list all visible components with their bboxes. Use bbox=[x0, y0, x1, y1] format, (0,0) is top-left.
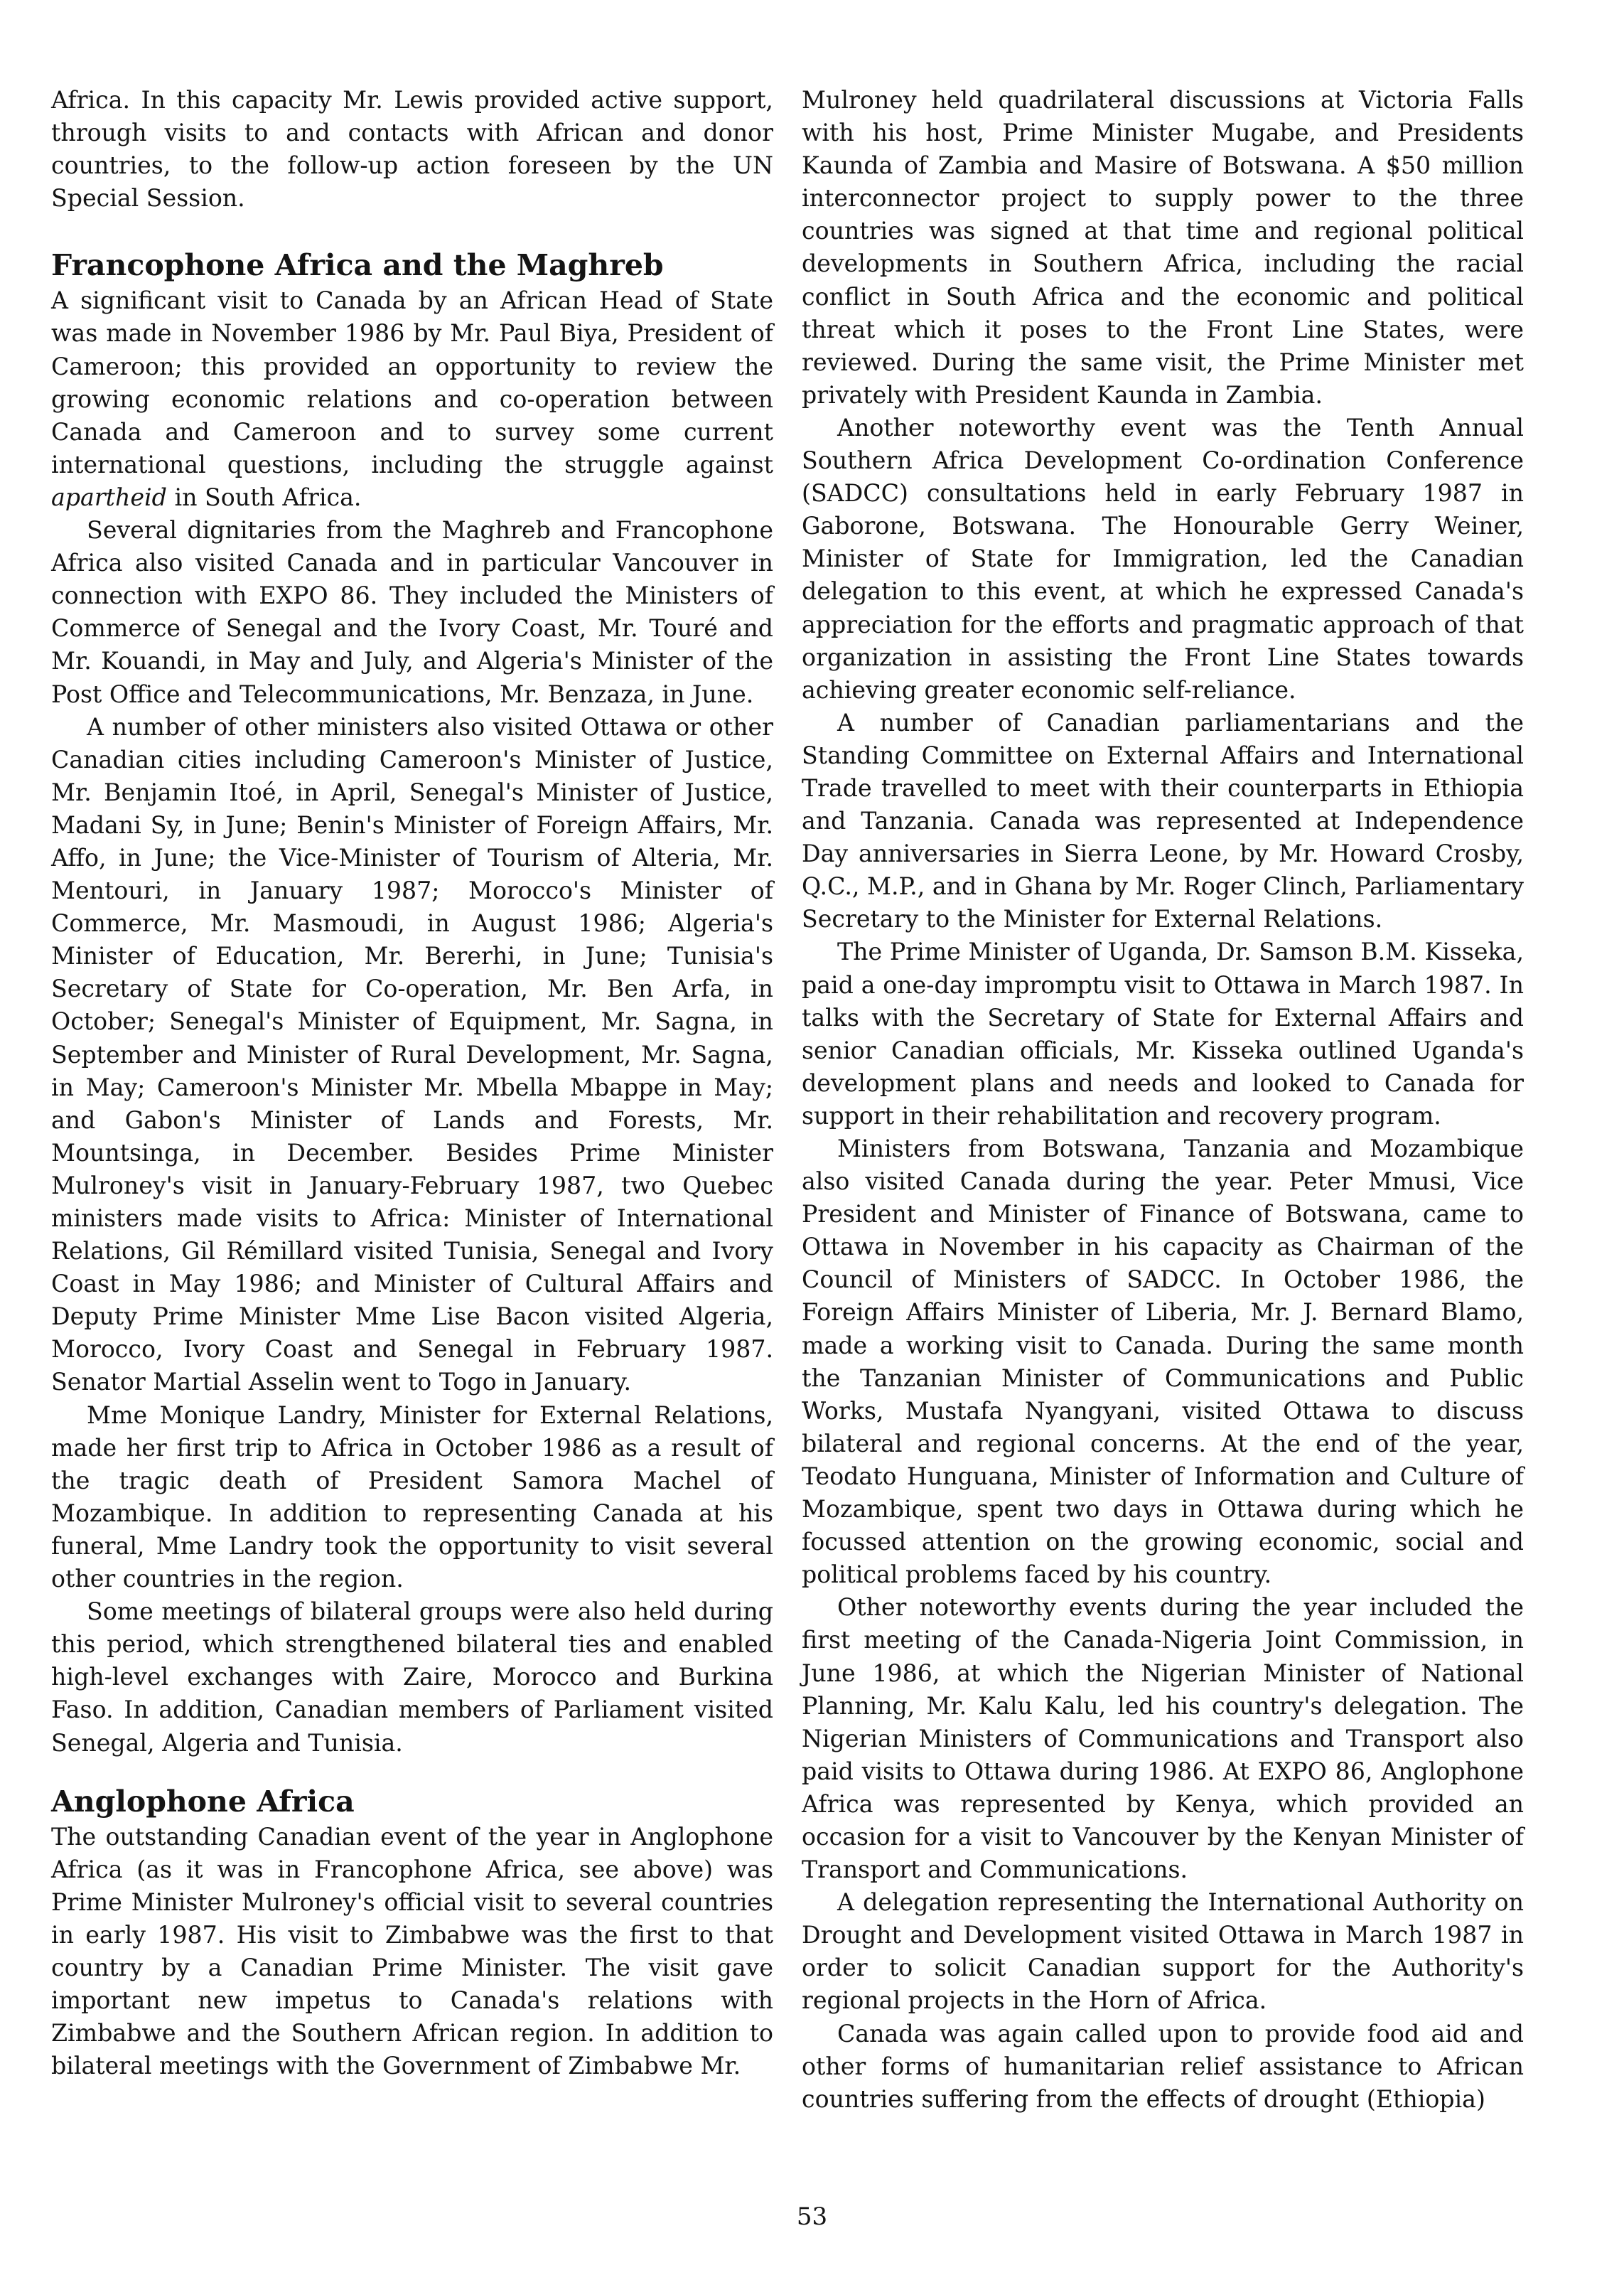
paragraph-drought-authority: A delegation representing the International Authority on Drought and Development visited Ottawa in March 1987 in order to solicit Canadian support for the Authority's regional projects in the Horn of Africa. bbox=[802, 1888, 1524, 2015]
paragraph-uganda-visit: The Prime Minister of Uganda, Dr. Samson B.M. Kisseka, paid a one-day impromptu visit to Ottawa in March 1987. In talks with the Secretary of State for External Affairs and senior Canadian officials, Mr. Kisseka outlined Uganda's development plans and needs and looked to Canada for support in their rehabilitation and recovery program. bbox=[802, 938, 1524, 1130]
paragraph-landry-trip: Mme Monique Landry, Minister for External Relations, made her first trip to Africa in October 1986 as a result of the tragic death of President Samora Machel of Mozambique. In addition to representing Canada at his funeral, Mme Landry took the opportunity to visit several other countries in the region. bbox=[51, 1401, 773, 1593]
paragraph-mulroney-visit: The outstanding Canadian event of the year in Anglophone Africa (as it was in Francophone Africa, see above) was Prime Minister Mulroney's official visit to several countries in early 1987. His visit to Zimbabwe was the first to that country by a Canadian Prime Minister. The visit gave important new impetus to Canada's relations with Zimbabwe and the Southern African region. In addition to bilateral meetings with the Government of Zimbabwe Mr. bbox=[51, 1822, 773, 2080]
italic-term-apartheid: apartheid bbox=[51, 483, 167, 511]
paragraph-bilateral-groups: Some meetings of bilateral groups were also held during this period, which strengthened bilateral ties and enabled high-level exchanges with Zaire, Morocco and Burkina Faso. In addition, Canadian members of Parliament visited Senegal, Algeria and Tunisia. bbox=[51, 1597, 773, 1757]
paragraph-expo-dignitaries: Several dignitaries from the Maghreb and Francophone Africa also visited Canada and in particular Vancouver in connection with EXPO 86. They included the Ministers of Commerce of Senegal and the Ivory Coast, Mr. Touré and Mr. Kouandi, in May and July, and Algeria's Minister of the Post Office and Telecommunications, Mr. Benzaza, in June. bbox=[51, 516, 773, 708]
paragraph-parliamentarians: A number of Canadian parliamentarians and the Standing Committee on External Affairs and International Trade travelled to meet with their counterparts in Ethiopia and Tanzania. Canada was represented at Independence Day anniversaries in Sierra Leone, by Mr. Howard Crosby, Q.C., M.P., and in Ghana by Mr. Roger Clinch, Parliamentary Secretary to the Minister for External Relations. bbox=[802, 708, 1524, 933]
paragraph-victoria-falls: Mulroney held quadrilateral discussions at Victoria Falls with his host, Prime Minister Mugabe, and Presidents Kaunda of Zambia and Masire of Botswana. A $50 million interconnector project to supply power to the three countries was signed at that time and regional political developments in Southern Africa, including the racial conflict in South Africa and the economic and political threat which it poses to the Front Line States, were reviewed. During the same visit, the Prime Minister met privately with President Kaunda in Zambia. bbox=[802, 86, 1524, 409]
paragraph-biya-visit-text: A significant visit to Canada by an African Head of State was made in November 1986 by Mr. Paul Biya, President of Cameroon; this provided an opportunity to review the growing economic relations and co-operation between Canada and Cameroon and to survey some current international questions, including the struggle against bbox=[51, 287, 773, 478]
paragraph-biya-visit bbox=[51, 284, 773, 514]
left-column bbox=[51, 84, 773, 2082]
paragraph-sadcc-conference: Another noteworthy event was the Tenth Annual Southern Africa Development Co-ordination Conference (SADCC) consultations held in early February 1987 in Gaborone, Botswana. The Honourable Gerry Weiner, Minister of State for Immigration, led the Canadian delegation to this event, at which he expressed Canada's appreciation for the efforts and pragmatic approach of that organization in assisting the Front Line States towards achieving greater economic self-reliance. bbox=[802, 413, 1524, 704]
right-column bbox=[802, 84, 1524, 2116]
paragraph-food-aid: Canada was again called upon to provide food aid and other forms of humanitarian relief assistance to African countries suffering from the effects of drought (Ethiopia) bbox=[802, 2019, 1524, 2113]
paragraph-ministers-visits: Ministers from Botswana, Tanzania and Mozambique also visited Canada during the year. Peter Mmusi, Vice President and Minister of Finance of Botswana, came to Ottawa in November in his capacity as Chairman of the Council of Ministers of SADCC. In October 1986, the Foreign Affairs Minister of Liberia, Mr. J. Bernard Blamo, made a working visit to Canada. During the same month the Tanzanian Minister of Communications and Public Works, Mustafa Nyangyani, visited Ottawa to discuss bilateral and regional concerns. At the end of the year, Teodato Hunguana, Minister of Information and Culture of Mozambique, spent two days in Ottawa during which he focussed attention on the growing economic, social and political problems faced by his country. bbox=[802, 1135, 1524, 1589]
paragraph-nigeria-commission: Other noteworthy events during the year included the first meeting of the Canada-Nigeria Joint Commission, in June 1986, at which the Nigerian Minister of National Planning, Mr. Kalu Kalu, led his country's delegation. The Nigerian Ministers of Communications and Transport also paid visits to Ottawa during 1986. At EXPO 86, Anglophone Africa was represented by Kenya, which provided an occasion for a visit to Vancouver by the Kenyan Minister of Transport and Communications. bbox=[802, 1593, 1524, 1884]
paragraph-other-ministers: A number of other ministers also visited Ottawa or other Canadian cities including Cameroon's Minister of Justice, Mr. Benjamin Itoé, in April, Senegal's Minister of Justice, Madani Sy, in June; Benin's Minister of Foreign Affairs, Mr. Affo, in June; the Vice-Minister of Tourism of Alteria, Mr. Mentouri, in January 1987; Morocco's Minister of Commerce, Mr. Masmoudi, in August 1986; Algeria's Minister of Education, Mr. Bererhi, in June; Tunisia's Secretary of State for Co-operation, Mr. Ben Arfa, in October; Senegal's Minister of Equipment, Mr. Sagna, in September and Minister of Rural Development, Mr. Sagna, in May; Cameroon's Minister Mr. Mbella Mbappe in May; and Gabon's Minister of Lands and Forests, Mr. Mountsinga, in December. Besides Prime Minister Mulroney's visit in January-February 1987, two Quebec ministers made visits to Africa: Minister of International Relations, Gil Rémillard visited Tunisia, Senegal and Ivory Coast in May 1986; and Minister of Cultural Affairs and Deputy Prime Minister Mme Lise Bacon visited Algeria, Morocco, Ivory Coast and Senegal in February 1987. Senator Martial Asselin went to Togo in January. bbox=[51, 712, 773, 1396]
section-heading-anglophone-africa: Anglophone Africa bbox=[51, 1784, 355, 1819]
section-heading-francophone-africa: Francophone Africa and the Maghreb bbox=[51, 248, 664, 283]
page-number: 53 bbox=[796, 2202, 828, 2231]
paragraph-biya-visit-end: in South Africa. bbox=[166, 483, 362, 511]
paragraph-intro-continued: Africa. In this capacity Mr. Lewis provided active support, through visits to and contacts with African and donor countries, to the follow-up action foreseen by the UN Special Session. bbox=[51, 86, 773, 213]
